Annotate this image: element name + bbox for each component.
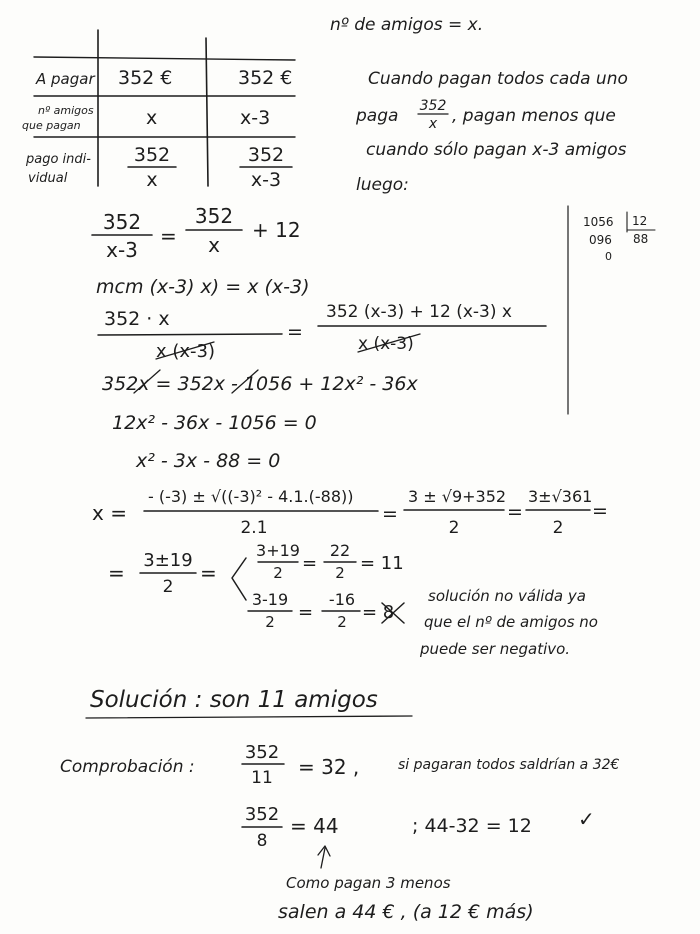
explanation-fraction-den: x <box>428 116 438 132</box>
cell-friends-fewer: x-3 <box>240 107 271 129</box>
step-1: 352x = 352x - 1056 + 12x² - 36x <box>102 373 418 395</box>
step-2: 12x² - 36x - 1056 = 0 <box>112 412 317 434</box>
root1-result: = 11 <box>360 553 404 574</box>
cell-individual-all-den: x <box>146 169 158 191</box>
formula-end-num: 3±√361 <box>528 487 593 506</box>
explanation <box>355 69 628 195</box>
explanation-line-1: Cuando pagan todos cada uno <box>368 69 628 89</box>
solution-statement: Solución : son 11 amigos <box>90 687 378 713</box>
common-rhs-den: x (x-3) <box>358 334 414 354</box>
explanation-fraction-num: 352 <box>419 98 447 114</box>
check-mark-icon: ✓ <box>578 807 595 831</box>
common-lhs-num: 352 · x <box>104 308 170 330</box>
invalid-note-1: solución no válida ya <box>428 587 586 605</box>
step-3: x² - 3x - 88 = 0 <box>136 450 281 472</box>
formula-mid-num: 3 ± √9+352 <box>408 487 507 506</box>
root1-mid-den: 2 <box>335 564 345 582</box>
cell-individual-fewer-den: x-3 <box>250 169 282 191</box>
row-label-individual-1: pago indi- <box>26 152 91 167</box>
root2-den: 2 <box>265 613 275 631</box>
plus-twelve: + 12 <box>252 218 301 242</box>
division-partial: 096 <box>589 233 612 247</box>
root1-den: 2 <box>273 564 283 582</box>
check1-den: 11 <box>251 768 273 788</box>
row-label-pay: A pagar <box>36 70 95 88</box>
root1-mid-num: 22 <box>329 541 351 560</box>
row-label-friends-1: nº amigos <box>38 104 94 117</box>
row-label-friends-2: que pagan <box>22 119 81 132</box>
invalid-note-2: que el nº de amigos no <box>424 613 598 631</box>
explanation-line-2-pre: paga <box>356 106 399 126</box>
equals-sign: = <box>160 224 177 248</box>
formula-equals-3: = <box>592 500 608 522</box>
common-equals: = <box>287 321 303 343</box>
cell-friends-all: x <box>146 107 158 129</box>
verification <box>60 742 620 923</box>
explanation-line-3: cuando sólo pagan x-3 amigos <box>366 140 627 160</box>
check-note-1: Como pagan 3 menos <box>286 874 451 892</box>
division-remainder: 0 <box>605 250 612 263</box>
lhs-numerator: 352 <box>102 210 142 234</box>
check2-difference: ; 44-32 = 12 <box>412 815 532 837</box>
formula-mid-den: 2 <box>448 518 460 538</box>
formula-x-equals: x = <box>92 501 127 525</box>
formula-equals-2: = <box>507 501 523 523</box>
root2-result: = 8 <box>362 602 395 623</box>
root1-num: 3+19 <box>256 541 300 560</box>
check1-num: 352 <box>244 742 280 763</box>
row-label-individual-2: vidual <box>28 171 68 186</box>
roots-lead-equals: = <box>108 561 125 585</box>
root1-equals: = <box>302 553 318 574</box>
root2-equals: = <box>298 602 314 623</box>
check2-num: 352 <box>244 804 280 825</box>
cell-individual-all-num: 352 <box>133 144 171 166</box>
cell-pay-all: 352 € <box>118 67 173 89</box>
formula-denominator: 2.1 <box>240 518 268 538</box>
roots <box>108 541 598 658</box>
rhs-denominator: x <box>208 233 220 257</box>
common-denominator <box>98 302 546 362</box>
check-label: Comprobación : <box>60 757 195 777</box>
cell-pay-fewer: 352 € <box>238 67 293 89</box>
branch-bracket <box>232 558 246 600</box>
common-lhs-den: x (x-3) <box>156 341 216 362</box>
common-rhs-num: 352 (x-3) + 12 (x-3) x <box>326 302 512 322</box>
check2-result: = 44 <box>290 814 339 838</box>
side-division <box>568 206 655 414</box>
main-equation <box>92 204 301 262</box>
formula-end-den: 2 <box>552 518 564 538</box>
roots-equals: = <box>200 561 217 585</box>
roots-pm-num: 3±19 <box>143 550 193 571</box>
check2-den: 8 <box>256 831 268 851</box>
explanation-line-4: luego: <box>356 175 409 195</box>
mcm-line: mcm (x-3) x) = x (x-3) <box>96 276 310 298</box>
table-vline-2 <box>206 38 208 186</box>
rhs-numerator: 352 <box>194 204 234 228</box>
quadratic-formula <box>92 487 608 538</box>
check1-result: = 32 , <box>298 755 360 779</box>
solution-underline <box>86 716 412 718</box>
explanation-line-2-post: , pagan menos que <box>452 106 616 126</box>
cell-individual-fewer-num: 352 <box>247 144 285 166</box>
unknown-definition: nº de amigos = x. <box>330 15 484 35</box>
roots-pm-den: 2 <box>162 577 174 597</box>
formula-equals-1: = <box>382 503 398 525</box>
table-hline-1 <box>34 57 295 60</box>
formula-numerator: - (-3) ± √((-3)² - 4.1.(-88)) <box>148 487 354 506</box>
division-dividend: 1056 <box>583 215 614 229</box>
lhs-denominator: x-3 <box>106 238 138 262</box>
fraction-bar <box>98 334 282 335</box>
data-table <box>22 30 295 191</box>
check1-note: si pagaran todos saldrían a 32€ <box>398 757 620 773</box>
invalid-note-3: puede ser negativo. <box>420 640 571 658</box>
root2-num: 3-19 <box>251 590 289 609</box>
check-note-2: salen a 44 € , (a 12 € más) <box>278 901 534 923</box>
root2-mid-den: 2 <box>337 613 347 631</box>
division-quotient: 88 <box>633 232 649 246</box>
root2-mid-num: -16 <box>328 590 356 609</box>
division-divisor: 12 <box>632 214 648 228</box>
